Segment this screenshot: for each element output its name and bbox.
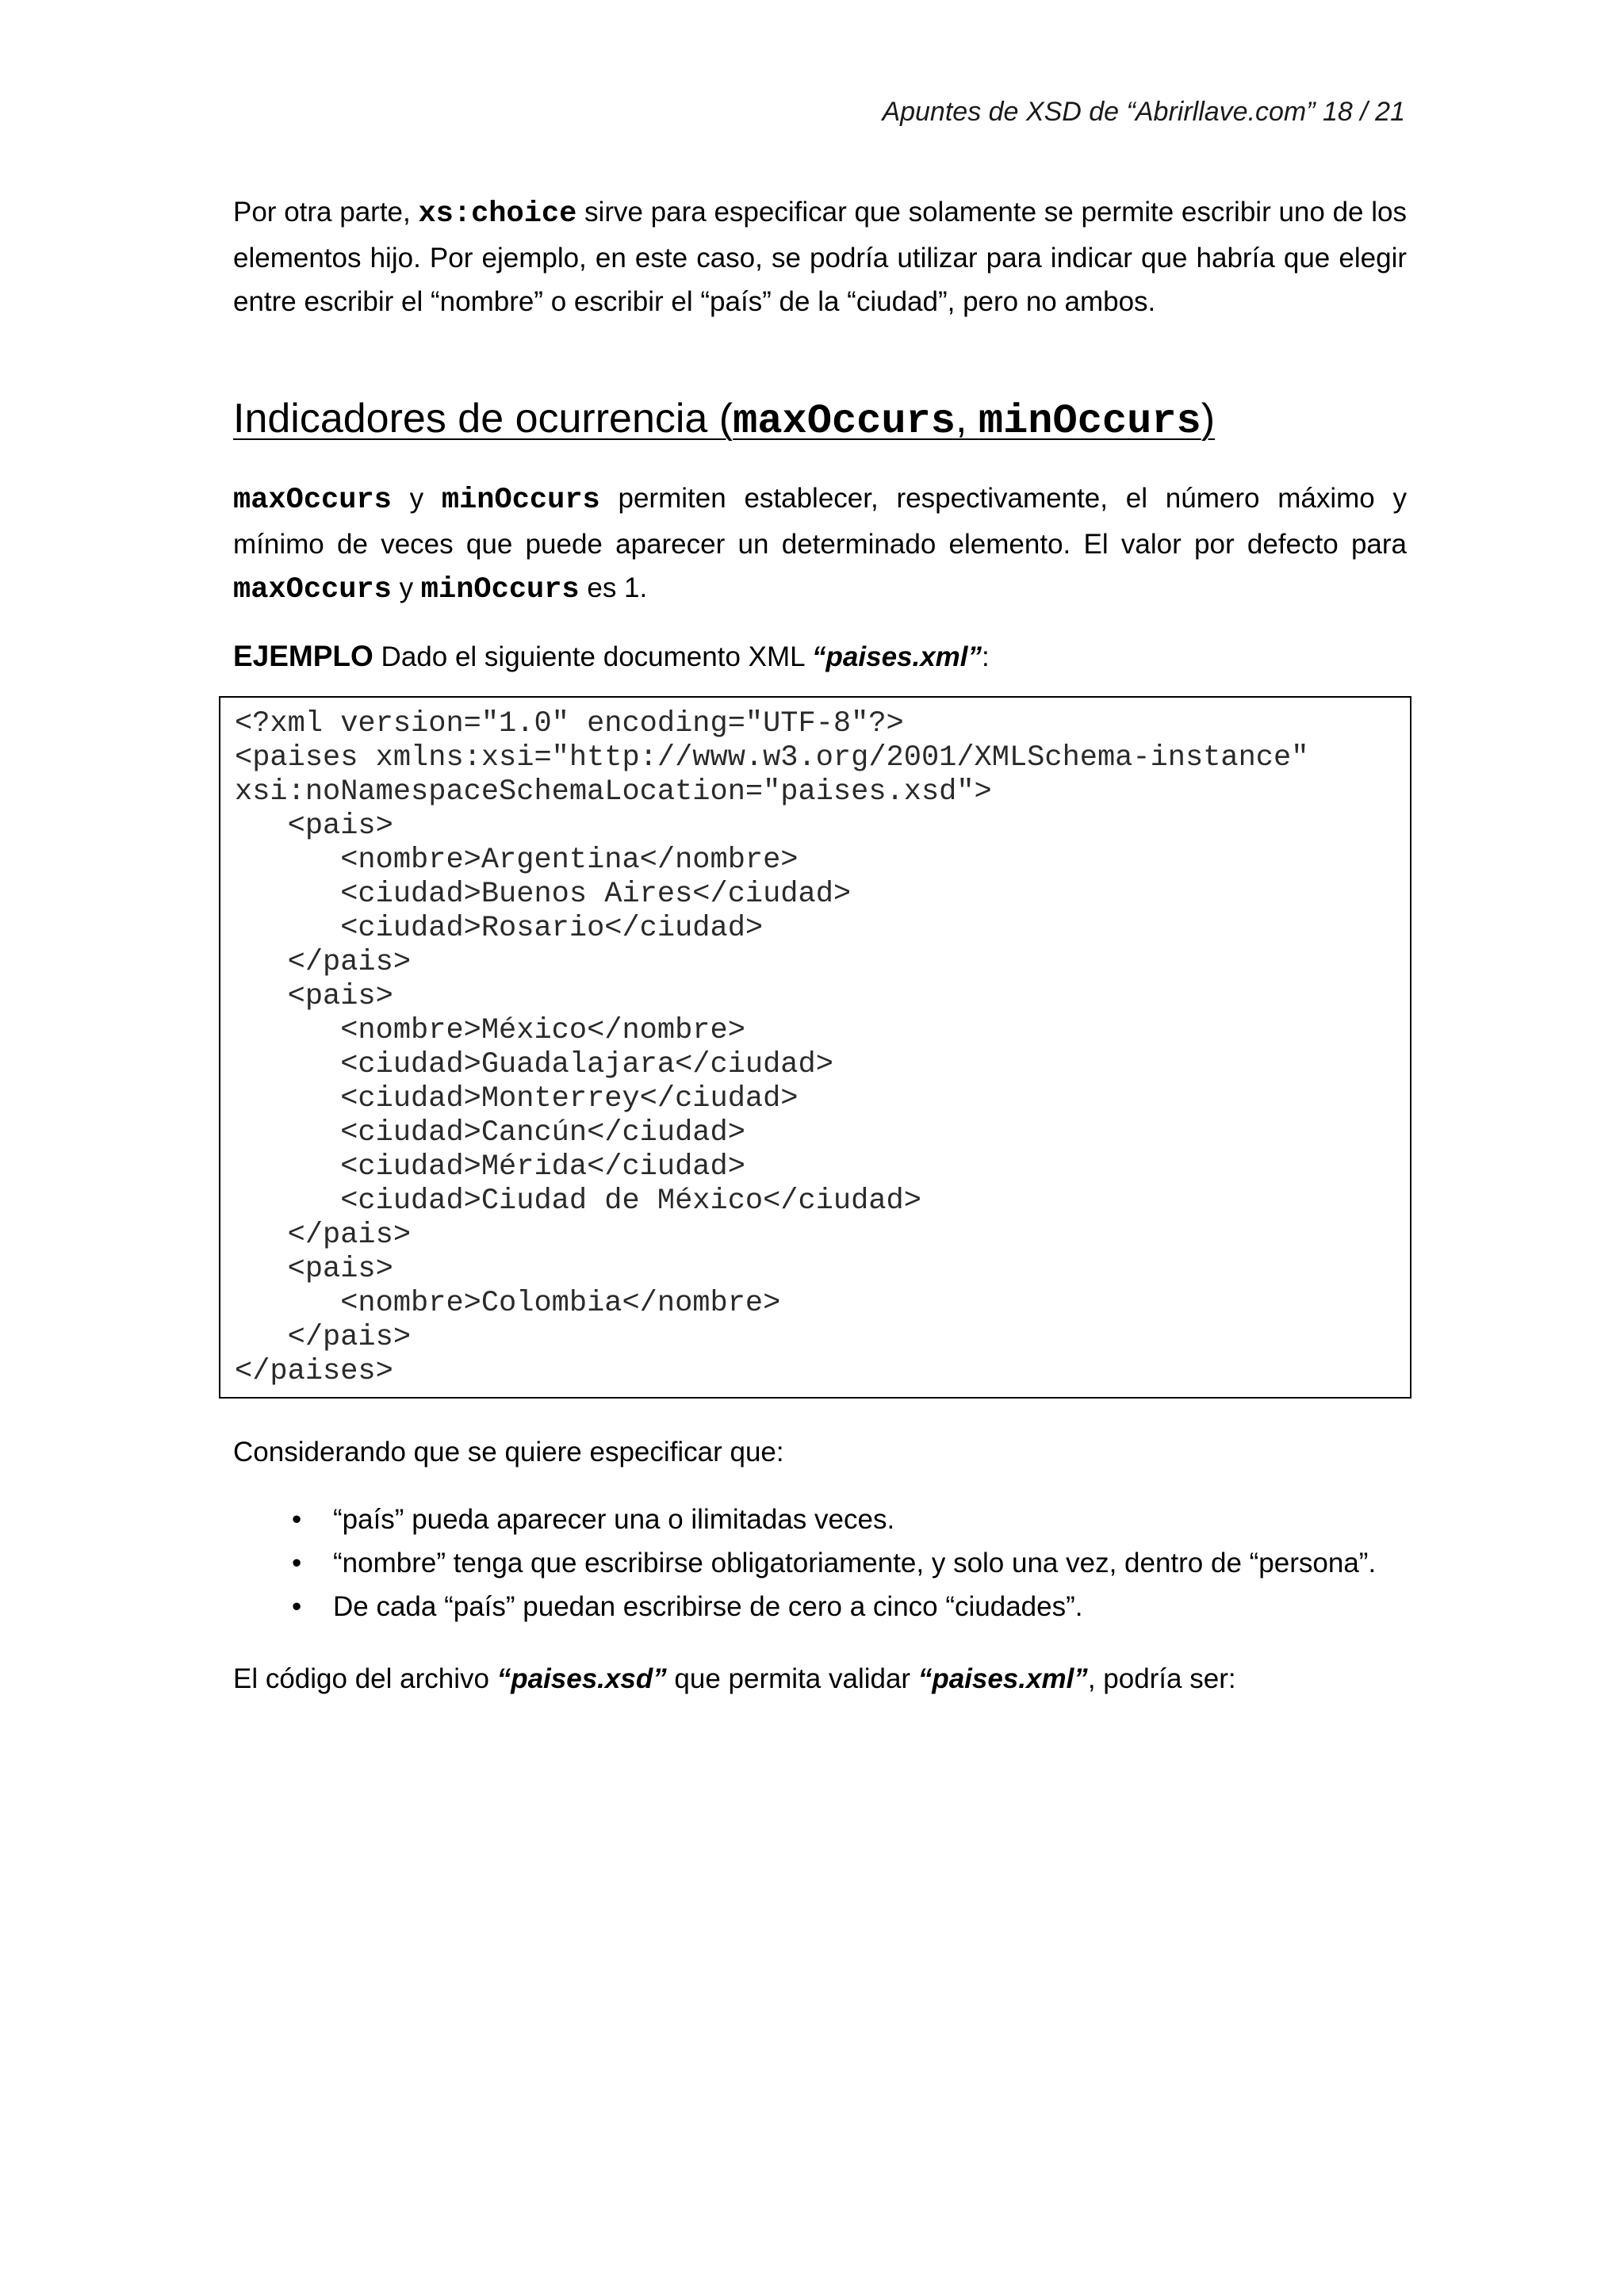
filename-xml: “paises.xml”	[917, 1663, 1088, 1694]
section-title-code-max: maxOccurs	[733, 398, 956, 445]
paragraph-closing	[233, 1657, 1407, 1701]
xml-code-block	[219, 696, 1411, 1399]
code-line: <ciudad>Monterrey</ciudad>	[235, 1082, 799, 1115]
code-line: <ciudad>Ciudad de México</ciudad>	[235, 1184, 921, 1218]
list-item-text: De cada “país” puedan escribirse de cero a cinco “ciudades”.	[333, 1591, 1083, 1622]
list-item-text: “país” pueda aparecer una o ilimitadas veces.	[333, 1504, 895, 1535]
paragraph-occurs	[233, 476, 1407, 612]
code-line: <ciudad>Cancún</ciudad>	[235, 1116, 745, 1150]
bullet-icon: •	[292, 1591, 302, 1622]
page-header	[882, 97, 1405, 128]
code-line: </pais>	[235, 1321, 412, 1354]
bullet-icon: •	[292, 1548, 302, 1578]
list-item-text: “nombre” tenga que escribirse obligatoriamente, y solo una vez, dentro de “persona”.	[333, 1548, 1377, 1578]
paragraph-text: y	[391, 572, 421, 603]
paragraph-text: y	[391, 483, 442, 514]
code-line: <paises xmlns:xsi="http://www.w3.org/2001/XMLSchema-instance"	[235, 741, 1309, 775]
code-line: <ciudad>Buenos Aires</ciudad>	[235, 878, 852, 911]
ejemplo-text: Dado el siguiente documento XML	[373, 641, 813, 672]
section-title-text: Indicadores de ocurrencia (	[233, 396, 733, 442]
paragraph-text: mínimo de veces que puede aparecer un determinado elemento. El valor por defecto para	[233, 529, 1407, 560]
section-title-text: ,	[955, 396, 979, 442]
code-line: <nombre>México</nombre>	[235, 1014, 745, 1047]
paragraph-text: sirve para especificar que solamente se permite escribir uno de	[576, 197, 1364, 228]
inline-code-maxoccurs: maxOccurs	[233, 484, 392, 517]
page-content	[233, 190, 1407, 1701]
ejemplo-line	[233, 634, 1407, 679]
section-title-code-min: minOccurs	[978, 398, 1201, 445]
paragraph-considerando: Considerando que se quiere especificar que:	[233, 1437, 784, 1468]
paragraph-text: , podría ser:	[1087, 1663, 1236, 1694]
paragraph-text: que permita validar	[666, 1663, 918, 1694]
code-line: <ciudad>Guadalajara</ciudad>	[235, 1048, 833, 1081]
code-line: <ciudad>Rosario</ciudad>	[235, 912, 764, 945]
requirements-list	[233, 1498, 1407, 1628]
code-line: </paises>	[235, 1355, 393, 1388]
paragraph-text: elegir entre escribir el “nombre” o escribir el “país” de la “ciudad”, pero no ambos.	[233, 243, 1407, 317]
code-line: <nombre>Colombia</nombre>	[235, 1287, 781, 1320]
code-line: <pais>	[235, 809, 393, 843]
list-item	[233, 1585, 1407, 1628]
ejemplo-label: EJEMPLO	[233, 640, 373, 672]
inline-code-choice: xs:choice	[418, 197, 577, 231]
inline-code-minoccurs: minOccurs	[420, 573, 580, 607]
paragraph-text: Por otra parte,	[233, 197, 419, 228]
filename-xsd: “paises.xsd”	[496, 1663, 667, 1694]
code-line: <pais>	[235, 1253, 393, 1286]
code-line: xsi:noNamespaceSchemaLocation="paises.xsd">	[235, 775, 992, 809]
code-line: </pais>	[235, 1219, 412, 1252]
paragraph-choice	[233, 190, 1407, 323]
section-title-text: )	[1201, 396, 1216, 442]
code-line: <pais>	[235, 980, 393, 1013]
paragraph-text: El código del archivo	[233, 1663, 497, 1694]
ejemplo-suffix: :	[982, 641, 990, 672]
header-title: Apuntes de XSD de “Abrirllave.com”	[882, 97, 1316, 127]
inline-code-maxoccurs: maxOccurs	[233, 573, 392, 607]
list-item	[233, 1541, 1407, 1585]
code-line: </pais>	[235, 946, 412, 979]
list-item	[233, 1498, 1407, 1541]
paragraph-text: los elementos hijo. Por ejemplo, en este caso, se podría utilizar para indicar que habría que	[233, 197, 1407, 274]
code-line: <nombre>Argentina</nombre>	[235, 844, 799, 877]
header-page-number: 18 / 21	[1323, 97, 1405, 127]
code-line: <?xml version="1.0" encoding="UTF-8"?>	[235, 707, 904, 740]
inline-code-minoccurs: minOccurs	[441, 484, 600, 517]
code-line: <ciudad>Mérida</ciudad>	[235, 1150, 745, 1184]
ejemplo-filename: “paises.xml”	[812, 641, 982, 672]
bullet-icon: •	[292, 1504, 302, 1535]
paragraph-text: es 1.	[579, 572, 648, 603]
section-title	[233, 395, 1407, 445]
paragraph-text: permiten establecer, respectivamente, el número máximo y	[599, 483, 1408, 514]
